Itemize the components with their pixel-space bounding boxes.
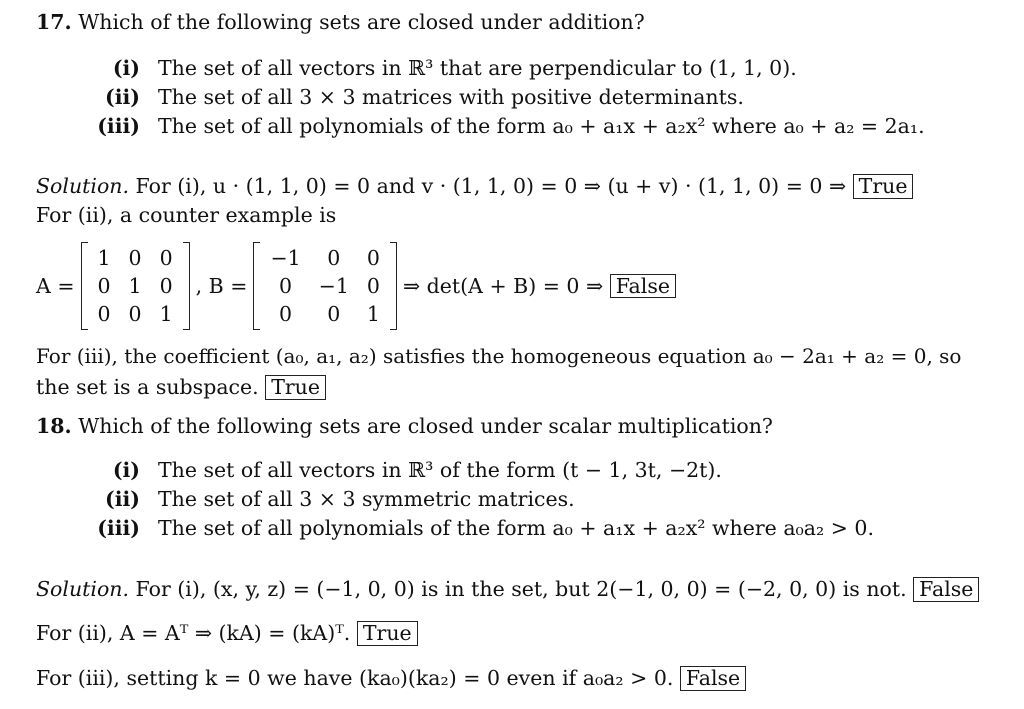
matrix-conclusion: ⇒ det(A + B) = 0 ⇒ <box>402 274 604 298</box>
q17-solution-i <box>36 174 913 199</box>
solution-label: Solution. <box>36 577 130 601</box>
item-text: The set of all polynomials of the form a₀ + a₁x + a₂x² where a₀ + a₂ = 2a₁. <box>158 114 925 138</box>
q18-solution-i <box>36 577 979 602</box>
matrix-cell: 0 <box>366 274 380 298</box>
q18-solution-iii <box>36 666 746 691</box>
q17-solution-ii-intro <box>36 203 336 228</box>
matrix-cell: 0 <box>159 246 173 270</box>
item-label: (iii) <box>97 516 140 540</box>
matrix-cell: −1 <box>270 246 301 270</box>
solution-text: For (ii), A = Aᵀ ⇒ (kA) = (kA)ᵀ. <box>36 621 351 645</box>
question-text: Which of the following sets are closed under scalar multiplication? <box>78 414 773 438</box>
matrix-a <box>81 244 190 328</box>
matrix-cell: 1 <box>128 274 142 298</box>
matrix-cell: −1 <box>318 274 349 298</box>
solution-text: For (i), (x, y, z) = (−1, 0, 0) is in the set, but 2(−1, 0, 0) = (−2, 0, 0) is not. <box>135 577 907 601</box>
matrix-a-label: A = <box>36 274 75 298</box>
answer-box: False <box>913 577 979 602</box>
item-text: The set of all vectors in ℝ³ of the form (t − 1, 3t, −2t). <box>158 458 722 482</box>
answer-box: True <box>265 375 326 400</box>
item-label: (i) <box>112 458 140 482</box>
item-text: The set of all vectors in ℝ³ that are perpendicular to (1, 1, 0). <box>158 56 797 80</box>
matrix-cell: 1 <box>366 302 380 326</box>
matrix-cell: 0 <box>327 302 341 326</box>
matrix-cell: 0 <box>128 302 142 326</box>
q17-solution-iii-line2 <box>36 375 326 400</box>
item-text: The set of all polynomials of the form a₀ + a₁x + a₂x² where a₀a₂ > 0. <box>158 516 874 540</box>
matrix-b-label: , B = <box>195 274 248 298</box>
question-18 <box>36 414 773 439</box>
item-text: The set of all 3 × 3 matrices with positive determinants. <box>158 85 744 109</box>
solution-label: Solution. <box>36 174 130 198</box>
matrix-cell: 0 <box>327 246 341 270</box>
question-text: Which of the following sets are closed under addition? <box>78 10 645 34</box>
question-number: 17. <box>36 10 72 34</box>
solution-text: For (iii), setting k = 0 we have (ka₀)(ka₂) = 0 even if a₀a₂ > 0. <box>36 666 674 690</box>
matrix-counterexample <box>36 240 676 332</box>
answer-box: True <box>357 621 418 646</box>
matrix-cell: 0 <box>128 246 142 270</box>
item-label: (ii) <box>105 85 140 109</box>
item-label: (ii) <box>105 487 140 511</box>
answer-box: False <box>610 274 676 299</box>
solution-text: For (ii), a counter example is <box>36 203 337 227</box>
solution-text: For (i), u · (1, 1, 0) = 0 and v · (1, 1, 0) = 0 ⇒ (u + v) · (1, 1, 0) = 0 ⇒ <box>135 174 847 198</box>
q18-solution-ii <box>36 621 418 646</box>
matrix-cell: 0 <box>159 274 173 298</box>
matrix-cell: 0 <box>97 302 111 326</box>
matrix-cell: 0 <box>279 302 293 326</box>
item-label: (i) <box>112 56 140 80</box>
solution-text: For (iii), the coefficient (a₀, a₁, a₂) satisfies the homogeneous equation a₀ − 2a₁ + a₂ = 0, so <box>36 344 962 368</box>
question-number: 18. <box>36 414 72 438</box>
q17-solution-iii-line1 <box>36 344 961 368</box>
matrix-cell: 0 <box>366 246 380 270</box>
answer-box: False <box>680 666 746 691</box>
matrix-cell: 1 <box>97 246 111 270</box>
answer-box: True <box>853 174 914 199</box>
matrix-cell: 0 <box>279 274 293 298</box>
matrix-b <box>253 244 397 328</box>
item-text: The set of all 3 × 3 symmetric matrices. <box>158 487 575 511</box>
item-label: (iii) <box>97 114 140 138</box>
solution-text: the set is a subspace. <box>36 375 259 399</box>
question-17 <box>36 10 645 35</box>
matrix-cell: 0 <box>97 274 111 298</box>
matrix-cell: 1 <box>159 302 173 326</box>
